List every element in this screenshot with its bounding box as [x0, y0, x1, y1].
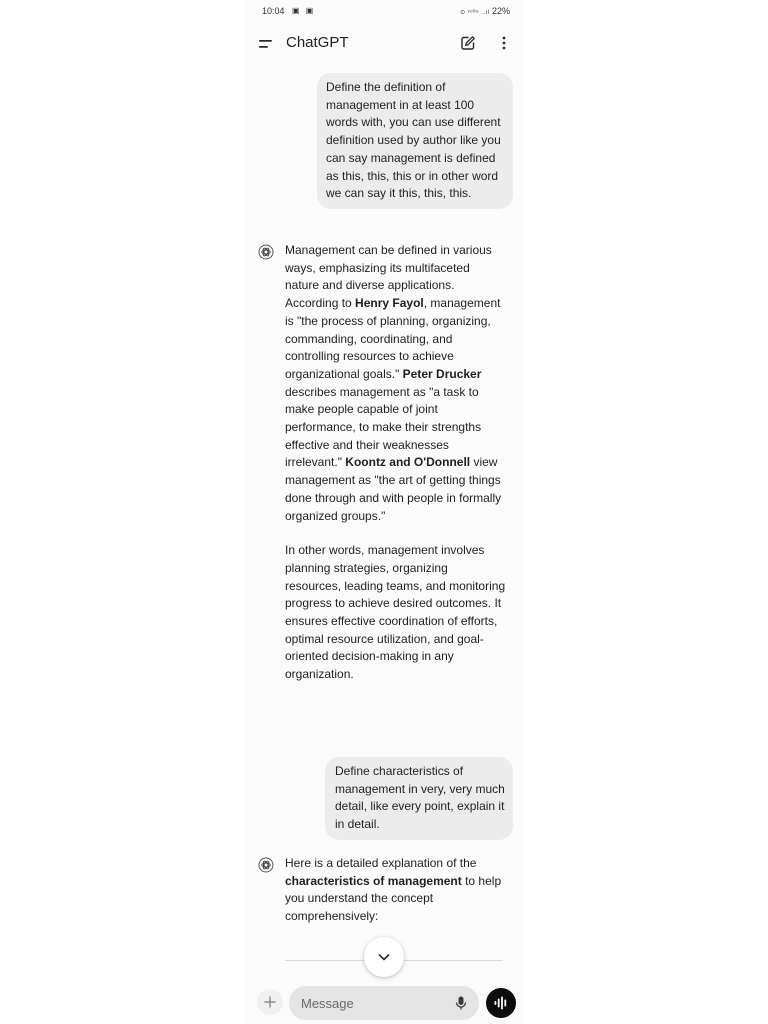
chat-screen [244, 0, 524, 1024]
text-segment: describes management as "a task to make people capable of joint performance, to make their strengths effective and their weaknesses irrelevant." [285, 384, 482, 470]
battery-level: 22% [491, 6, 510, 16]
voice-mode-icon [493, 995, 509, 1011]
chatgpt-logo-icon [258, 857, 274, 873]
status-right [460, 6, 510, 16]
text-segment: Management can be defined in various ways, emphasizing its multifaceted nature and diverse applications. According to [285, 243, 492, 311]
assistant-message [285, 242, 507, 684]
message-input[interactable] [289, 986, 479, 1020]
text-segment: Here is a detailed explanation of the [285, 856, 477, 870]
notification-icons: ▣ ▣ [292, 6, 316, 15]
edit-icon[interactable] [460, 35, 476, 51]
signal-icons: ⊙ ᵛᵒˡᵗᵉ ..ıl [460, 10, 490, 16]
text-segment: to help you understand the concept comprehensively: [285, 873, 502, 924]
text-segment: view management as "the art of getting things done through and with people in formally organized groups." [285, 455, 502, 523]
mic-icon[interactable] [453, 995, 469, 1011]
assistant-paragraph [285, 242, 507, 525]
chevron-down-icon [376, 949, 392, 965]
chatgpt-logo-icon [258, 244, 274, 260]
more-vertical-icon[interactable] [496, 35, 512, 51]
scroll-down-button[interactable] [364, 937, 404, 977]
assistant-paragraph: In other words, management involves planning strategies, organizing resources, leading teams, and monitoring progress to achieve desired outcomes. It ensures effective coordination of efforts, optimal resource utilization, and goal-oriented decision-making in any organization. [285, 543, 506, 682]
bold-text-segment: Henry Fayol [355, 296, 424, 311]
status-bar [244, 0, 524, 22]
voice-mode-button[interactable] [486, 988, 516, 1018]
status-time: 10:04 [262, 6, 285, 16]
attach-button[interactable] [257, 989, 283, 1015]
user-message: Define characteristics of management in very, very much detail, like every point, explain it in detail. [325, 757, 513, 840]
text-segment: , management is "the process of planning, organizing, commanding, coordinating, and controlling resources to achieve organizational goals." [285, 296, 501, 381]
assistant-paragraph [285, 855, 507, 926]
bold-text-segment: characteristics of management [285, 873, 462, 888]
plus-icon [264, 996, 276, 1008]
assistant-message [285, 855, 507, 926]
bold-text-segment: Peter Drucker [402, 366, 482, 381]
app-title: ChatGPT [286, 34, 349, 51]
user-message: Define the definition of management in at least 100 words with, you can use different definition used by author like you can say management is defined as this, this, this or in other word we can say it this, this, this. [317, 73, 513, 209]
top-app-bar [244, 26, 524, 62]
bold-text-segment: Koontz and O'Donnell [345, 455, 471, 470]
menu-icon[interactable] [258, 36, 274, 52]
